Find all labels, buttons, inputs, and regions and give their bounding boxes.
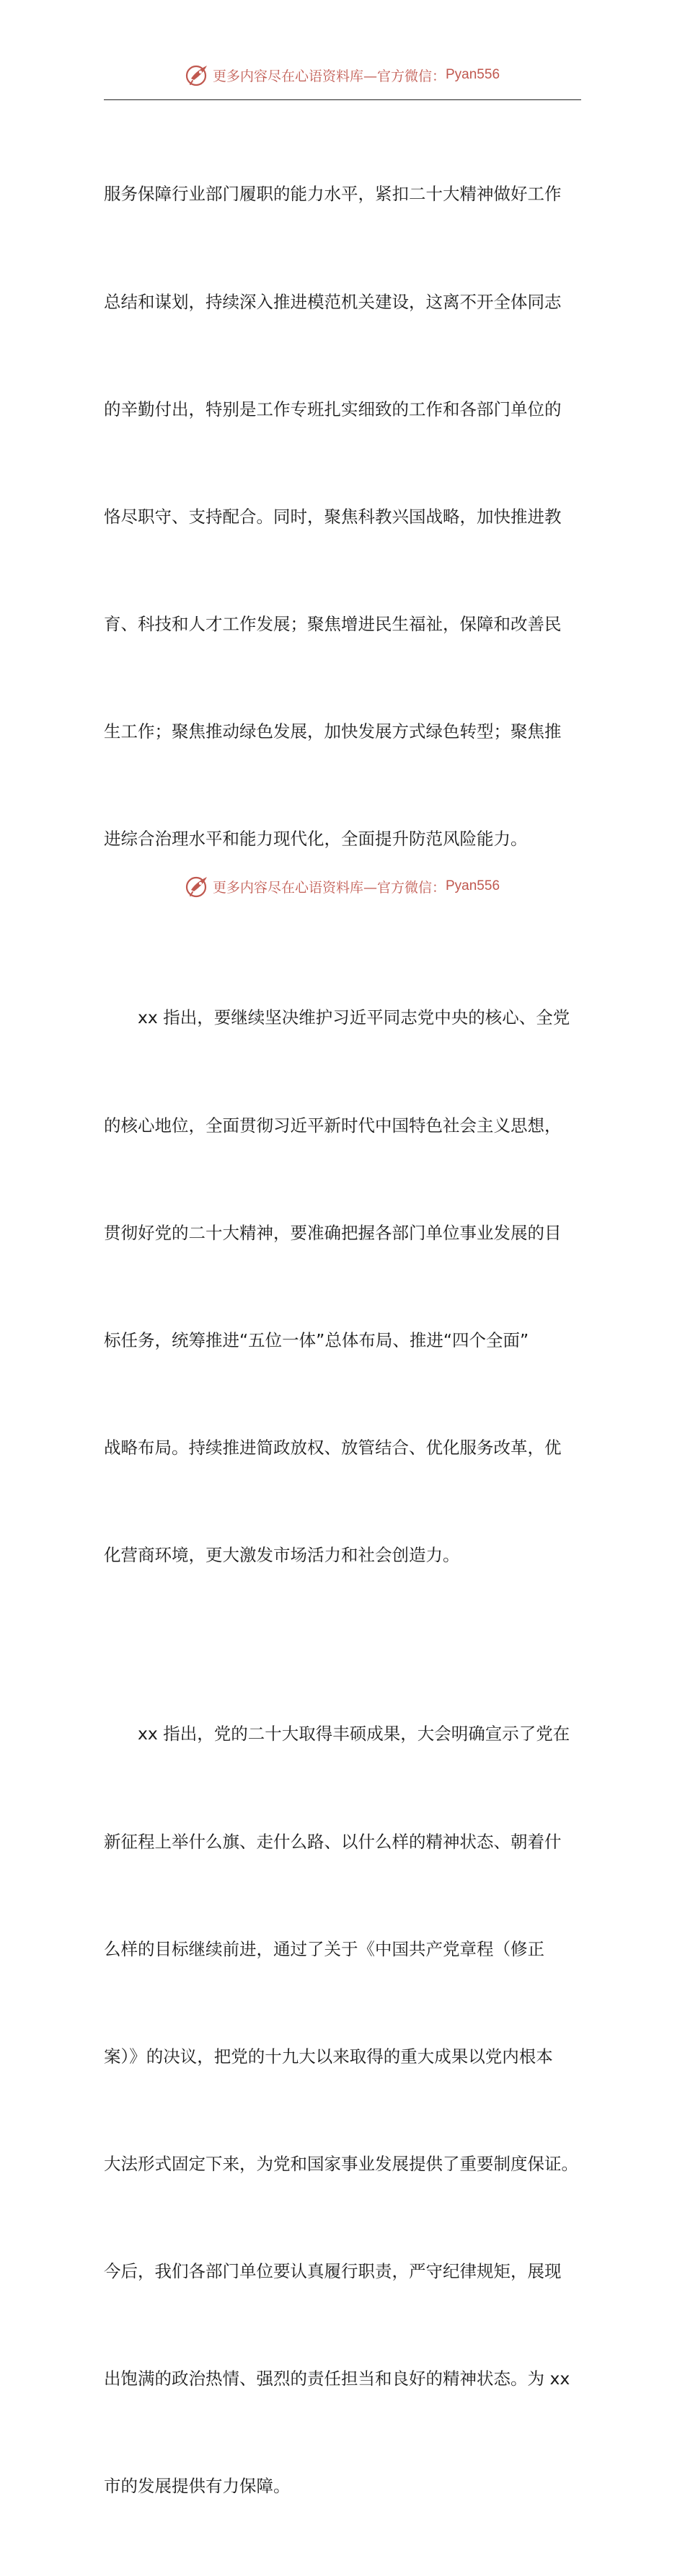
header-wechat-handle: Pyan556 bbox=[446, 67, 500, 82]
text-line: 么样的目标继续前进，通过了关于《中国共产党章程（修正 bbox=[104, 1938, 544, 1959]
text-line: 的核心地位，全面贯彻习近平新时代中国特色社会主义思想， bbox=[104, 1115, 562, 1136]
quill-logo-icon bbox=[185, 63, 210, 87]
header-banner bbox=[0, 61, 685, 89]
footer-banner-text: 更多内容尽在心语资料库—官方微信： bbox=[212, 879, 446, 896]
header-divider bbox=[104, 99, 581, 100]
text-line: 今后，我们各部门单位要认真履行职责，严守纪律规矩，展现 bbox=[104, 2260, 562, 2281]
paragraph-3 bbox=[104, 1645, 581, 2576]
text-line: 的辛勤付出，特别是工作专班扎实细致的工作和各部门单位的 bbox=[104, 398, 562, 419]
paragraph-1 bbox=[104, 105, 581, 929]
paragraph-2 bbox=[104, 929, 581, 1645]
document-body bbox=[104, 105, 581, 2576]
text-line: 出饱满的政治热情、强烈的责任担当和良好的精神状态。为 xx bbox=[104, 2368, 570, 2389]
text-line: 进综合治理水平和能力现代化，全面提升防范风险能力。 bbox=[104, 828, 528, 849]
header-banner-text: 更多内容尽在心语资料库—官方微信： bbox=[212, 68, 446, 84]
text-line: 生工作；聚焦推动绿色发展，加快发展方式绿色转型；聚焦推 bbox=[104, 721, 562, 741]
text-line: xx 指出，要继续坚决维护习近平同志党中央的核心、全党 bbox=[104, 1007, 570, 1028]
text-line: 恪尽职守、支持配合。同时，聚焦科教兴国战略，加快推进教 bbox=[104, 506, 562, 527]
text-line: 市的发展提供有力保障。 bbox=[104, 2476, 291, 2497]
text-line: 贯彻好党的二十大精神，要准确把握各部门单位事业发展的目 bbox=[104, 1222, 562, 1243]
text-line: xx 指出，党的二十大取得丰硕成果，大会明确宣示了党在 bbox=[104, 1724, 570, 1744]
text-line: 大法形式固定下来，为党和国家事业发展提供了重要制度保证。 bbox=[104, 2153, 578, 2174]
footer-banner bbox=[0, 872, 685, 901]
text-line: 新征程上举什么旗、走什么路、以什么样的精神状态、朝着什 bbox=[104, 1831, 562, 1852]
quill-logo-icon bbox=[185, 874, 210, 899]
footer-wechat-handle: Pyan556 bbox=[446, 878, 500, 893]
text-line: 标任务，统筹推进“五位一体”总体布局、推进“四个全面” bbox=[104, 1329, 529, 1350]
text-line: 育、科技和人才工作发展；聚焦增进民生福祉，保障和改善民 bbox=[104, 613, 562, 634]
text-line: 总结和谋划，持续深入推进模范机关建设，这离不开全体同志 bbox=[104, 291, 562, 312]
text-line: 案）》的决议，把党的十九大以来取得的重大成果以党内根本 bbox=[104, 2046, 553, 2067]
text-line: 战略布局。持续推进简政放权、放管结合、优化服务改革，优 bbox=[104, 1437, 562, 1458]
text-line: 服务保障行业部门履职的能力水平，紧扣二十大精神做好工作 bbox=[104, 184, 562, 205]
text-line: 化营商环境，更大激发市场活力和社会创造力。 bbox=[104, 1544, 460, 1565]
